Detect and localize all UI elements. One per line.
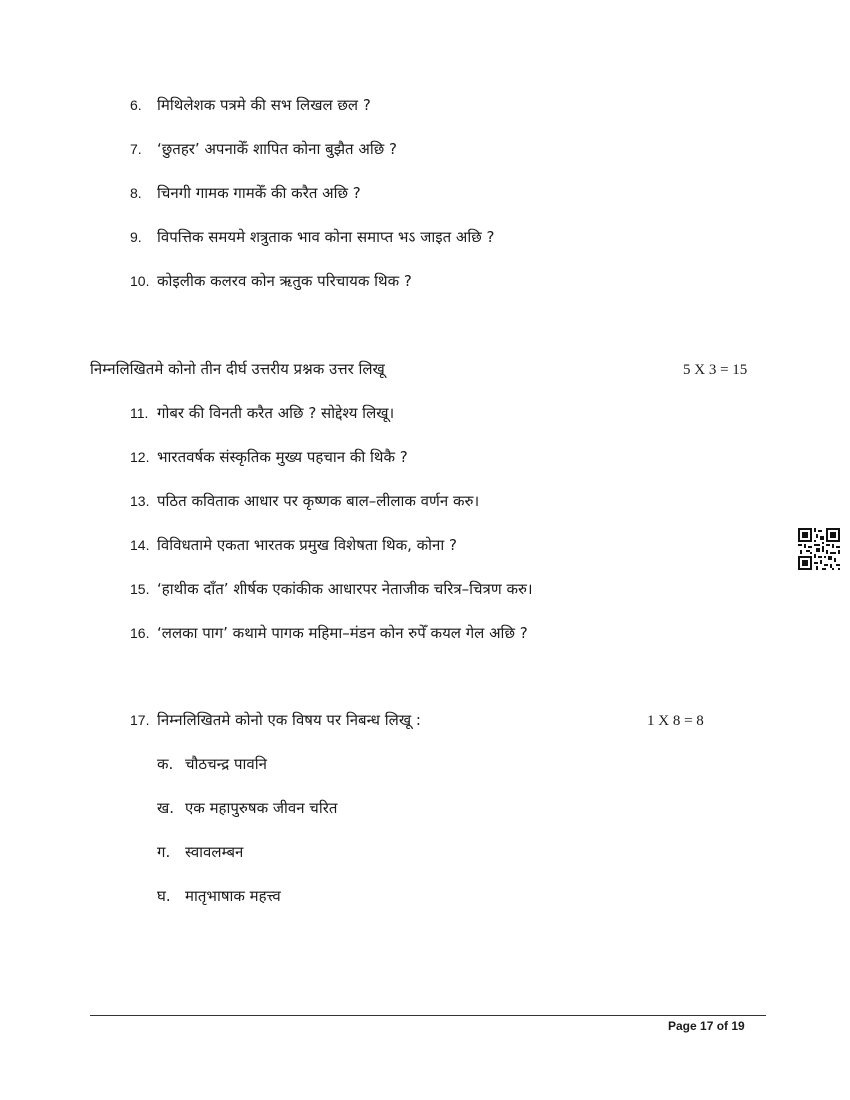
qr-code-icon <box>798 527 840 571</box>
question-16 <box>130 623 528 643</box>
option-text: चौठचन्द्र पावनि <box>185 755 267 773</box>
essay-option <box>157 798 337 818</box>
section-marks: 5 X 3 = 15 <box>683 362 748 378</box>
option-text: स्वावलम्बन <box>185 843 244 861</box>
question-text: निम्नलिखितमे कोनो एक विषय पर निबन्ध लिखू : <box>157 711 421 729</box>
question-number: 17. <box>130 712 150 728</box>
question-10 <box>130 271 412 291</box>
question-number: 10. <box>130 273 150 289</box>
question-number: 9. <box>130 229 142 245</box>
question-11 <box>130 403 394 423</box>
option-label: क. <box>157 755 174 773</box>
option-text: एक महापुरुषक जीवन चरित <box>185 799 338 817</box>
question-14 <box>130 535 457 555</box>
option-label: ग. <box>157 843 171 861</box>
question-9 <box>130 227 495 247</box>
question-number: 14. <box>130 537 150 553</box>
question-text: ‘हाथीक दाँत’ शीर्षक एकांकीक आधारपर नेताजीक चरित्र–चित्रण करु। <box>157 580 533 598</box>
question-number: 13. <box>130 493 150 509</box>
question-text: गोबर की विनती करैत अछि ? सोद्देश्य लिखू। <box>157 404 395 422</box>
question-number: 15. <box>130 581 150 597</box>
essay-option <box>157 842 243 862</box>
essay-option <box>157 754 267 774</box>
page-number: Page 17 of 19 <box>668 1019 745 1033</box>
question-text: पठित कविताक आधार पर कृष्णक बाल–लीलाक वर्णन करु। <box>157 492 480 510</box>
question-number: 7. <box>130 141 142 157</box>
question-text: मिथिलेशक पत्रमे की सभ लिखल छल ? <box>157 96 371 114</box>
option-label: घ. <box>157 887 171 905</box>
section-heading: निम्नलिखितमे कोनो तीन दीर्घ उत्तरीय प्रश्नक उत्तर लिखू <box>90 360 385 378</box>
question-text: कोइलीक कलरव कोन ऋतुक परिचायक थिक ? <box>157 272 412 290</box>
question-8 <box>130 183 361 203</box>
question-text: विपत्तिक समयमे शत्रुताक भाव कोना समाप्त भऽ जाइत अछि ? <box>157 228 495 246</box>
question-12 <box>130 447 408 467</box>
option-text: मातृभाषाक महत्त्व <box>185 887 281 905</box>
question-text: भारतवर्षक संस्कृतिक मुख्य पहचान की थिकै ? <box>157 448 408 466</box>
question-number: 6. <box>130 97 142 113</box>
question-7 <box>130 139 397 159</box>
footer-divider <box>90 1015 766 1016</box>
question-15 <box>130 579 533 599</box>
question-text: ‘ललका पाग’ कथामे पागक महिमा–मंडन कोन रुपेँ कयल गेल अछि ? <box>157 624 528 642</box>
question-text: विविधतामे एकता भारतक प्रमुख विशेषता थिक, कोना ? <box>157 536 457 554</box>
question-number: 8. <box>130 185 142 201</box>
question-number: 12. <box>130 449 150 465</box>
question-number: 16. <box>130 625 150 641</box>
question-text: ‘छुतहर’ अपनाकेँ शापित कोना बुझैत अछि ? <box>157 140 397 158</box>
question-text: चिनगी गामक गामकेँ की करैत अछि ? <box>157 184 361 202</box>
option-label: ख. <box>157 799 175 817</box>
essay-marks: 1 X 8 = 8 <box>647 713 704 729</box>
question-17 <box>130 710 421 730</box>
question-13 <box>130 491 479 511</box>
essay-option <box>157 886 281 906</box>
question-number: 11. <box>130 405 149 421</box>
question-6 <box>130 95 371 115</box>
